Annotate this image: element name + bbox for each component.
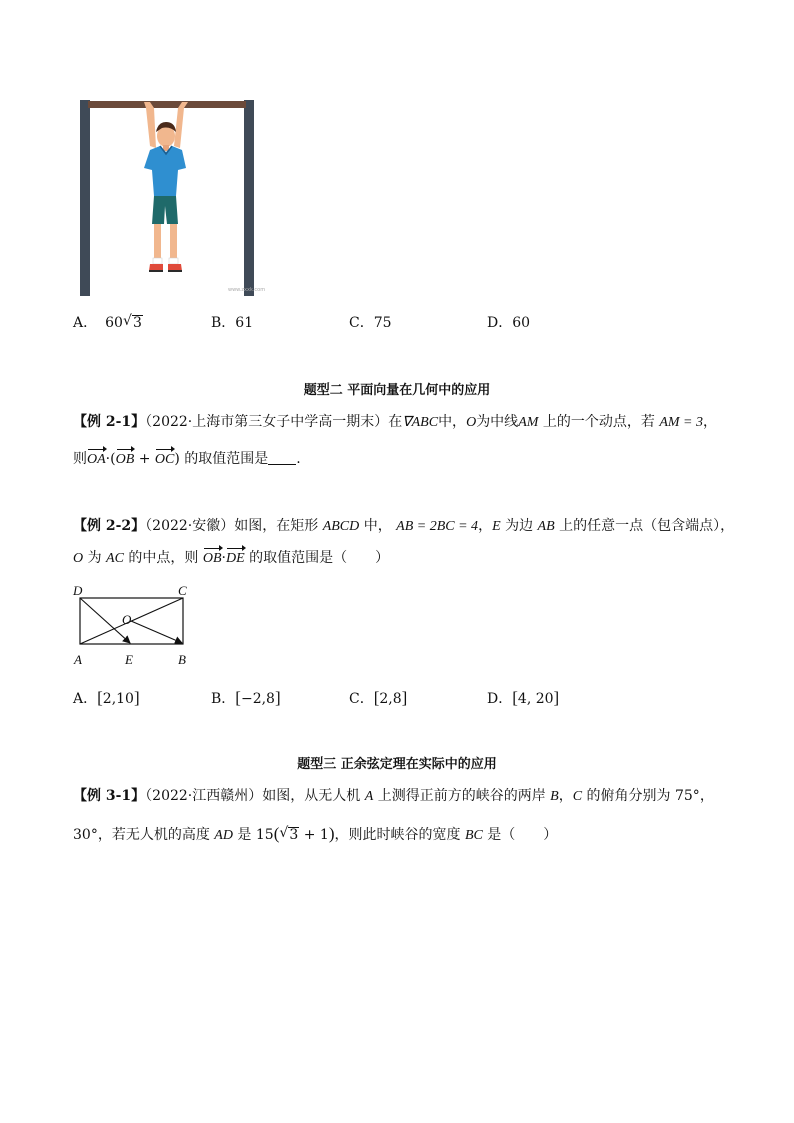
right-shoe xyxy=(168,264,182,271)
left-sock xyxy=(153,258,162,264)
left-leg xyxy=(154,224,161,262)
label-d: D xyxy=(73,583,83,598)
right-leg xyxy=(170,224,177,262)
example-2-1-line2: 则OA·(OB + OC) 的取值范围是 . xyxy=(73,449,301,470)
example-2-2-line2: O 为 AC 的中点，则 OB·DE 的取值范围是（ ） xyxy=(73,548,389,569)
option-a: A． 60√ 3 xyxy=(73,313,143,333)
option-2-b: B．[−2,8] xyxy=(211,688,281,707)
example-3-1-line2: 30°，若无人机的高度 AD 是 15(√ 3 + 1)，则此时峡谷的宽度 BC 是（ ） xyxy=(73,824,557,846)
right-arm xyxy=(174,102,188,148)
label-e: E xyxy=(125,652,133,667)
right-sock xyxy=(169,258,178,264)
label-b: B xyxy=(178,652,186,667)
vector-ob xyxy=(131,621,182,643)
example-3-1-line1: 【例 3-1】（2022·江西赣州）如图，从无人机 A 上测得正前方的峡谷的两岸 B，C 的俯角分别为 75°， xyxy=(73,788,714,804)
section-2-title: 题型二 平面向量在几何中的应用 xyxy=(303,383,491,398)
watermark: www.zxxk.com xyxy=(228,287,266,293)
left-shoe xyxy=(149,264,163,271)
section-3-title: 题型三 正余弦定理在实际中的应用 xyxy=(297,757,497,772)
left-arm xyxy=(144,102,156,148)
label-o: O xyxy=(122,612,132,627)
horizontal-bar xyxy=(88,101,246,108)
example-2-1-line1: 【例 2-1】（2022·上海市第三女子中学高一期末）在∇ABC中，O为中线AM 上的一个动点，若 AM = 3， xyxy=(73,414,717,430)
option-d: D．60 xyxy=(487,315,531,331)
label-a: A xyxy=(74,652,82,667)
option-2-c: C．[2,8] xyxy=(349,688,408,707)
rectangle-figure xyxy=(68,580,198,670)
example-2-2-line1: 【例 2-2】（2022·安徽）如图，在矩形 ABCD 中， AB = 2BC = 4，E 为边 AB 上的任意一点（包含端点）， xyxy=(73,518,735,534)
right-post xyxy=(244,100,254,296)
left-post xyxy=(80,100,90,296)
answer-blank[interactable] xyxy=(268,450,296,465)
pull-up-illustration xyxy=(78,98,266,298)
option-2-a: A．[2,10] xyxy=(73,688,140,707)
option-2-d: D．[4, 20] xyxy=(487,688,560,707)
option-c: C．75 xyxy=(349,315,392,331)
option-b: B．61 xyxy=(211,315,254,331)
shorts xyxy=(152,196,178,224)
label-c: C xyxy=(178,583,187,598)
